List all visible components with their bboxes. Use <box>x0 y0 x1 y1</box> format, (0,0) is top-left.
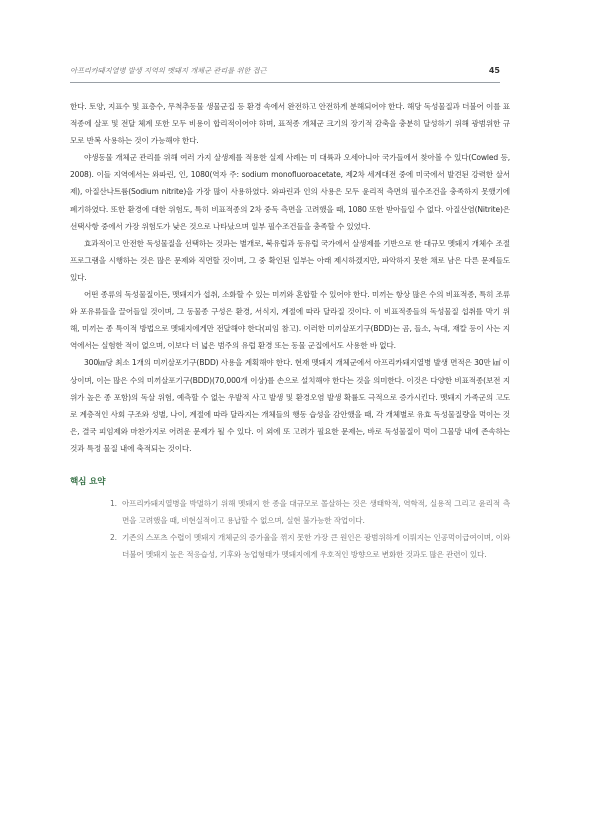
summary-item-1 <box>70 495 510 529</box>
header-rule <box>70 82 500 83</box>
summary-item-number: 2. <box>110 533 117 543</box>
main-text <box>70 98 510 563</box>
paragraph-5: 300㎞당 최소 1개의 미끼살포기구(BDD) 사용을 계획해야 한다. 현재 멧돼지 개체군에서 아프리카돼지열병 발생 면적은 30만 ㎢ 이상이며, 이는 많은 수의 미끼살포기구(BDD)(70,000개 이상)를 손으로 설치해야 한다는 것을 의미한다. 이것은 다양한 비표적종(보전 지위가 높은 종 포함)의 독살 위험, 예측할 수 없는 우발적 사고 발생 및 환경오염 발생 확률도 극적으로 증가시킨다. 멧돼지 가족군의 고도로 계층적인 사회 구조와 성별, 나이, 계절에 따라 달라지는 개체들의 행동 습성을 감안했을 때, 각 개체별로 유효 독성물질량을 먹이는 것은, 결국 피임제와 마찬가지로 어려운 문제가 될 수 있다. 이 외에 또 고려가 필요한 문제는, 바로 독성물질이 먹이 그물망 내에 존속하는 것과 특정 물질 내에 축적되는 것이다. <box>70 358 510 453</box>
summary-list <box>70 495 510 563</box>
paragraph-3: 효과적이고 안전한 독성물질을 선택하는 것과는 별개로, 북유럽과 동유럽 국가에서 살생제를 기반으로 한 대규모 멧돼지 개체수 조절 프로그램을 시행하는 것은 많은 문제와 직면할 것이며, 그 중 확인된 일부는 아래 제시하겠지만, 파악하지 못한 채로 남은 다른 문제들도 있다. <box>70 238 510 282</box>
paragraph-1: 한다. 토양, 지표수 및 표층수, 무척추동물 생물군집 등 환경 속에서 완전하고 안전하게 분해되어야 한다. 해당 독성물질과 더불어 이를 표적종에 살포 및 전달 체계 또한 모두 비용이 합리적이어야 하며, 표적종 개체군 크기의 장기적 감축을 충분히 달성하기 위해 광범위한 규모로 반복 사용하는 것이 가능해야 한다. <box>70 102 510 146</box>
running-header <box>70 64 500 78</box>
running-title: 아프리카돼지열병 발생 지역의 멧돼지 개체군 관리를 위한 접근 <box>70 66 267 75</box>
summary-item-number: 1. <box>110 498 117 508</box>
page-number: 45 <box>488 66 500 75</box>
paragraph-2: 야생동물 개체군 관리를 위해 여러 가지 살생제를 적용한 실제 사례는 미 대륙과 오세아니아 국가들에서 찾아볼 수 있다(Cowled 등, 2008). 이들 지역에서는 와파린, 인, 1080(역자 주: sodium monofluoroacetate, 제2차 세계대전 중에 미국에서 발견된 강력한 살서제), 아질산나트륨(Sodium nitrite)을 가장 많이 사용하였다. 와파린과 인의 사용은 모두 윤리적 측면의 필수조건을 충족하지 못했기에 폐기하였다. 또한 환경에 대한 위험도, 특히 비표적종의 2차 중독 측면을 고려했을 때, 1080 또한 받아들일 수 없다. 아질산염(Nitrite)은 선택사항 중에서 가장 위험도가 낮은 것으로 나타났으며 일부 필수조건들을 충족할 수 있었다. <box>70 153 510 231</box>
summary-item-2 <box>70 529 510 563</box>
paragraph-4: 어떤 종류의 독성물질이든, 멧돼지가 섭취, 소화할 수 있는 미끼와 혼합할 수 있어야 한다. 미끼는 항상 많은 수의 비표적종, 특히 조류와 포유류들을 끌어들일 것이며, 그 동물종 구성은 환경, 서식지, 계절에 따라 달라질 것이다. 이 비표적종들의 독성물질 섭취를 막기 위해, 미끼는 종 특이적 방법으로 멧돼지에게만 전달해야 한다(피임 참고). 이러한 미끼살포기구(BDD)는 곰, 들소, 늑대, 재칼 등이 사는 지역에서는 실험한 적이 없으며, 이보다 더 넓은 범주의 유럽 환경 또는 동물 군집에서도 사용한 바 없다. <box>70 290 510 351</box>
summary-title: 핵심 요약 <box>70 476 106 487</box>
summary-item-text: 기존의 스포츠 수렵이 멧돼지 개체군의 증가율을 꺾지 못한 가장 큰 원인은 광범위하게 이뤄지는 인공먹이급여이며, 이와 더불어 멧돼지 높은 적응습성, 기후와 농업형태가 멧돼지에게 우호적인 방향으로 변화한 것과도 많은 관련이 있다. <box>122 533 510 560</box>
summary-item-text: 아프리카돼지열병을 박멸하기 위해 멧돼지 한 종을 대규모로 몰살하는 것은 생태학적, 역학적, 실용적 그리고 윤리적 측면을 고려했을 때, 비현실적이고 용납할 수 없으며, 실현 불가능한 작업이다. <box>122 498 510 526</box>
